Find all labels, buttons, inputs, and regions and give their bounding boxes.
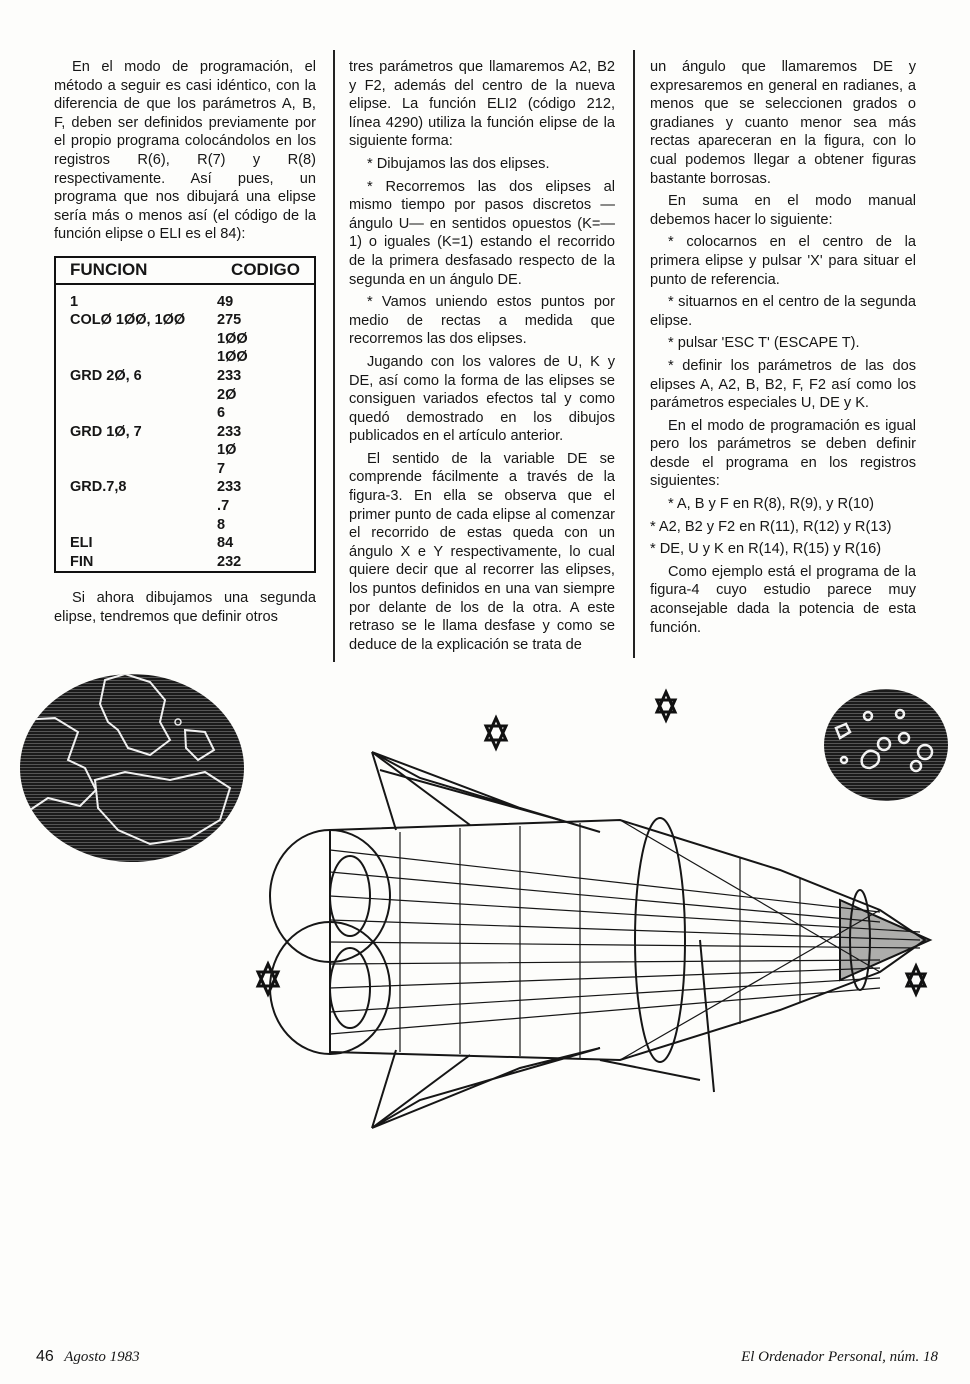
table-row bbox=[55, 348, 315, 367]
magazine-footer bbox=[741, 1348, 938, 1366]
code-cell: 233 bbox=[217, 367, 242, 384]
function-cell bbox=[55, 348, 217, 367]
col3-paragraph-7: * A, B y F en R(8), R(9), y R(10) bbox=[668, 496, 874, 513]
code-cell: 233 bbox=[217, 479, 242, 496]
table-row bbox=[55, 534, 315, 553]
function-cell bbox=[55, 330, 217, 349]
col2-paragraph-1: * Dibujamos las dos elipses. bbox=[367, 155, 550, 172]
table-row bbox=[55, 404, 315, 423]
issue-date: Agosto 1983 bbox=[64, 1349, 140, 1365]
code-cell: 1Ø bbox=[217, 442, 237, 459]
function-cell: GRD.7,8 bbox=[70, 479, 127, 496]
col2-paragraph-5: El sentido de la variable DE se comprende fácilmente a través de la figura-3. En ella se observa que el primer punto de cada elipse al comenzar el recorrido de estas queda con un ángulo X e Y respectivamente, lo cual quiere decir que al recorrer las elipses, los puntos definidos en una van siempre por delante de los de la otra. A este retraso se le llama desfase y como se deduce de la explicación se trata de bbox=[349, 450, 615, 653]
col1-after-table: Si ahora dibujamos una segunda elipse, tendremos que definir otros bbox=[54, 590, 316, 626]
space-illustration bbox=[0, 660, 970, 1220]
code-cell: .7 bbox=[217, 498, 230, 515]
spotted-moon-icon bbox=[824, 689, 948, 801]
code-cell: 233 bbox=[217, 423, 242, 440]
col2-paragraph-4: Jugando con los valores de U, K y DE, así como la forma de las elipses se consiguen variados efectos tal y como quedó demostrado en los dibujos publicados en el artículo anterior. bbox=[349, 353, 615, 445]
function-cell: GRD 1Ø, 7 bbox=[70, 423, 142, 440]
table-body bbox=[55, 284, 315, 573]
code-cell: 1ØØ bbox=[217, 349, 248, 366]
col3-paragraph-6: En el modo de programación es igual pero los parámetros se deben definir desde el programa en los registros siguientes: bbox=[650, 417, 916, 490]
table-header-codigo: CODIGO bbox=[217, 257, 315, 284]
function-cell bbox=[55, 516, 217, 535]
function-cell: ELI bbox=[70, 535, 93, 552]
function-cell: 1 bbox=[70, 293, 79, 310]
code-cell: 2Ø bbox=[217, 386, 237, 403]
col3-paragraph-9: * DE, U y K en R(14), R(15) y R(16) bbox=[650, 541, 882, 558]
table-row bbox=[55, 423, 315, 442]
table-row bbox=[55, 553, 315, 573]
table-row bbox=[55, 367, 315, 386]
table-row bbox=[55, 516, 315, 535]
col3-paragraph-5: * definir los parámetros de las dos elipses A, A2, B, B2, F, F2 así como los parámetros especiales U, DE y K. bbox=[650, 357, 916, 412]
code-cell: 6 bbox=[217, 405, 226, 422]
column-divider-2 bbox=[633, 50, 635, 658]
function-cell bbox=[55, 441, 217, 460]
col2-paragraph-0: tres parámetros que llamaremos A2, B2 y F2, además del centro de la nueva elipse. La función ELI2 (código 212, línea 4290) utiliza la función elipse de la siguiente forma: bbox=[349, 59, 615, 150]
planet-earth-icon bbox=[20, 674, 244, 862]
table-row bbox=[55, 497, 315, 516]
col3-paragraph-10: Como ejemplo está el programa de la figura-4 cuyo estudio parece muy aconsejable dada la potencia de esta función. bbox=[650, 563, 916, 636]
function-cell bbox=[55, 460, 217, 479]
function-cell bbox=[55, 386, 217, 405]
column-1 bbox=[54, 58, 316, 631]
table-row bbox=[55, 478, 315, 497]
footer bbox=[36, 1348, 140, 1366]
code-cell: 275 bbox=[217, 312, 242, 329]
table-row bbox=[55, 330, 315, 349]
col3-paragraph-2: * colocarnos en el centro de la primera elipse y pulsar 'X' para situar el punto de referencia. bbox=[650, 234, 916, 288]
table-row bbox=[55, 460, 315, 479]
col3-paragraph-1: En suma en el modo manual debemos hacer lo siguiente: bbox=[650, 193, 916, 228]
code-cell: 84 bbox=[217, 535, 234, 552]
table-row bbox=[55, 311, 315, 330]
function-cell: FIN bbox=[70, 553, 94, 570]
page-number: 46 bbox=[36, 1348, 54, 1365]
table-spacer bbox=[55, 284, 315, 293]
function-cell bbox=[55, 404, 217, 423]
col2-paragraph-3: * Vamos uniendo estos puntos por medio de rectas a medida que recorremos las dos elipses. bbox=[349, 294, 615, 348]
function-cell: GRD 2Ø, 6 bbox=[70, 367, 142, 384]
code-cell: 7 bbox=[217, 460, 226, 477]
col1-paragraph: En el modo de programación, el método a seguir es casi idéntico, con la diferencia de que los parámetros A, B, F, deben ser definidos previamente por el propio programa colocándolos en los registros R(6), R(7) y R(8) respectivamente. Así pues, un programa que nos dibujará una elipse sería más o menos así (el código de la función elipse o ELI es el 84): bbox=[54, 59, 316, 243]
table-row bbox=[55, 441, 315, 460]
code-cell: 8 bbox=[217, 516, 226, 533]
col3-paragraph-8: * A2, B2 y F2 en R(11), R(12) y R(13) bbox=[650, 518, 892, 535]
star-icon bbox=[486, 718, 506, 748]
table-header-funcion: FUNCION bbox=[55, 257, 217, 284]
magazine-name: El Ordenador Personal, núm. 18 bbox=[741, 1349, 938, 1365]
function-cell bbox=[55, 497, 217, 516]
col3-paragraph-4: * pulsar 'ESC T' (ESCAPE T). bbox=[668, 335, 860, 352]
function-cell: COLØ 1ØØ, 1ØØ bbox=[70, 312, 186, 329]
function-code-table bbox=[54, 256, 316, 574]
col3-paragraph-0: un ángulo que llamaremos DE y expresaremos en general en radianes, a menos que se seleccionen grados o gradianes y cuanto menor sea más rectas apareceran en la figura, con lo cual podemos llegar a obtener figuras bastante borrosas. bbox=[650, 59, 916, 187]
col3-paragraph-3: * situarnos en el centro de la segunda elipse. bbox=[650, 294, 916, 329]
column-divider-1 bbox=[333, 50, 335, 662]
code-cell: 232 bbox=[217, 553, 242, 570]
col2-paragraph-2: * Recorremos las dos elipses al mismo tiempo por pasos discretos —ángulo U— en sentidos opuestos (K=—1) o iguales (K=1) estando el recorrido de la primera desfasado respecto de la segunda en un ángulo DE. bbox=[349, 178, 615, 288]
table-row bbox=[55, 293, 315, 312]
column-3 bbox=[650, 58, 916, 641]
star-icon bbox=[258, 964, 278, 994]
table-row bbox=[55, 386, 315, 405]
star-icon bbox=[907, 966, 925, 994]
rocket-ship-icon bbox=[270, 752, 930, 1128]
column-2 bbox=[349, 58, 615, 658]
code-cell: 1ØØ bbox=[217, 330, 248, 347]
code-cell: 49 bbox=[217, 293, 234, 310]
star-icon bbox=[657, 692, 675, 720]
